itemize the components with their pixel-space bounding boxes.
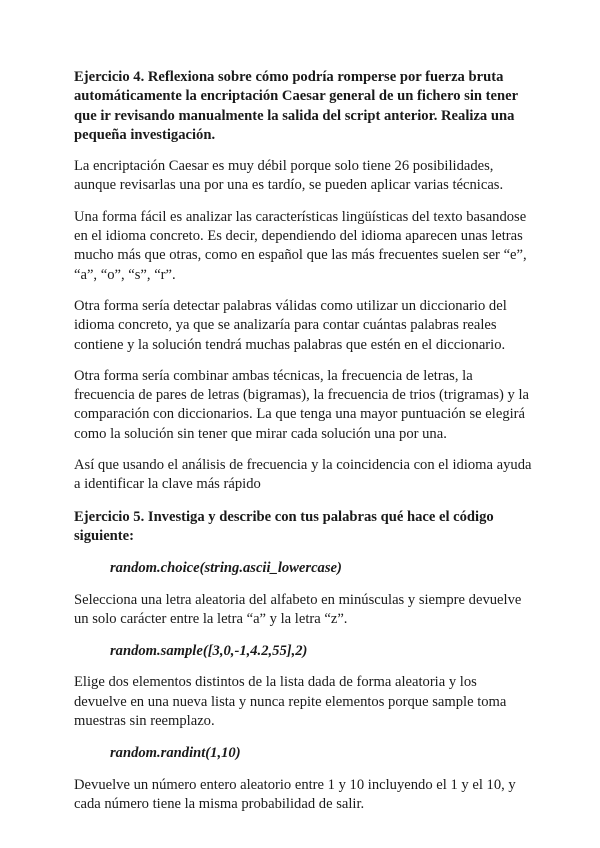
exercise-4-heading: Ejercicio 4. Reflexiona sobre cómo podría romperse por fuerza bruta automáticamente la encriptación Caesar general de un fichero sin tener que ir revisando manualmente la salida del script anterior. Realiza una pequeña investigación. — [74, 69, 518, 143]
exercise-5-heading: Ejercicio 5. Investiga y describe con tus palabras qué hace el código siguiente: — [74, 508, 494, 544]
ex4-paragraph-3: Otra forma sería detectar palabras válidas como utilizar un diccionario del idioma concreto, ya que se analizaría para contar cuántas palabras reales contiene y la solución tendrá muchas palabras que estén en el diccionario. — [74, 297, 507, 353]
code-snippet-randint: random.randint(1,10) — [110, 745, 241, 762]
ex4-paragraph-5: Así que usando el análisis de frecuencia y la coincidencia con el idioma ayuda a identificar la clave más rápido — [74, 457, 532, 493]
code-snippet-sample: random.sample([3,0,-1,4.2,55],2) — [110, 643, 308, 660]
ex4-paragraph-1: La encriptación Caesar es muy débil porque solo tiene 26 posibilidades, aunque revisarlas una por una es tardío, se pueden aplicar varias técnicas. — [74, 158, 504, 194]
ex4-paragraph-2: Una forma fácil es analizar las características lingüísticas del texto basandose en el idioma concreto. Es decir, dependiendo del idioma aparecen unas letras mucho más que otras, como en español que las más frecuentes suelen ser “e”, “a”, “o”, “s”, “r”. — [74, 208, 527, 283]
ex4-paragraph-4: Otra forma sería combinar ambas técnicas, la frecuencia de letras, la frecuencia de pares de letras (bigramas), la frecuencia de trios (trigramas) y la comparación con diccionarios. La que tenga una mayor puntuación se elegirá como la solución sin tener que mirar cada solución una por una. — [74, 367, 530, 442]
code-snippet-choice: random.choice(string.ascii_lowercase) — [110, 560, 342, 577]
description-sample: Elige dos elementos distintos de la lista dada de forma aleatoria y los devuelve en una nueva lista y nunca repite elementos porque sample toma muestras sin reemplazo. — [74, 674, 507, 730]
description-choice: Selecciona una letra aleatoria del alfabeto en minúsculas y siempre devuelve un solo carácter entre la letra “a” y la letra “z”. — [74, 591, 522, 627]
description-randint: Devuelve un número entero aleatorio entre 1 y 10 incluyendo el 1 y el 10, y cada número tiene la misma probabilidad de salir. — [74, 776, 516, 812]
